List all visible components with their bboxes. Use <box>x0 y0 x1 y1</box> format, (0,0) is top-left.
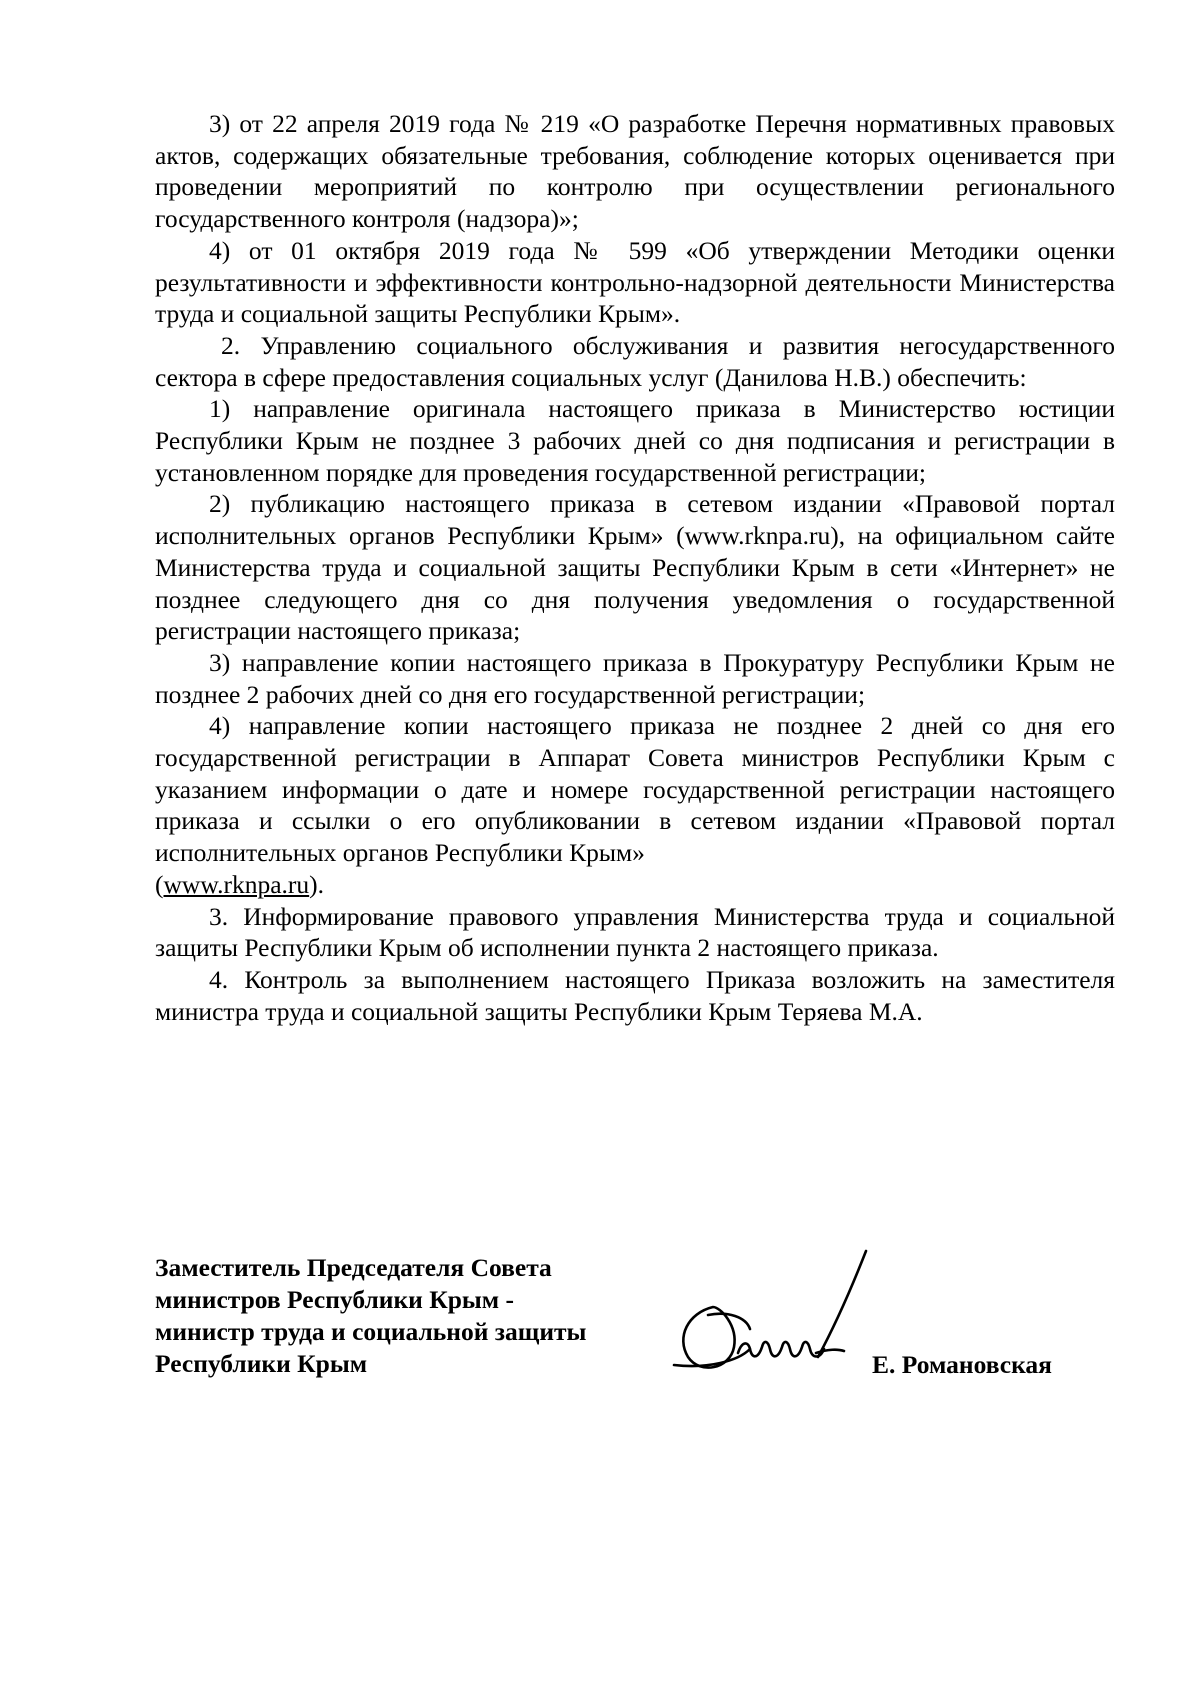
paragraph-2-1: 1) направление оригинала настоящего приказа в Министерство юстиции Республики Крым не позднее 3 рабочих дней со дня подписания и регистрации в установленном порядке для проведения государственной регистрации; <box>155 394 1115 487</box>
paragraph-2-4-text: 4) направление копии настоящего приказа не позднее 2 дней со дня его государственной регистрации в Аппарат Совета министров Республики Крым с указанием информации о дате и номере государственной регистрации настоящего приказа и ссылки о его опубликовании в сетевом издании «Правовой портал исполнительных органов Республики Крым» <box>155 711 1115 868</box>
document-body <box>155 108 1115 1027</box>
paragraph-2-3: 3) направление копии настоящего приказа в Прокуратуру Республики Крым не позднее 2 рабочих дней со дня его государственной регистрации; <box>155 647 1115 709</box>
signature-title-line: министров Республики Крым - <box>155 1285 515 1314</box>
signer-name: Е. Романовская <box>872 1350 1052 1379</box>
handwritten-signature <box>668 1245 878 1395</box>
link-open-paren: ( <box>155 869 164 899</box>
signature-title-line: Заместитель Председателя Совета <box>155 1253 552 1282</box>
paragraph-section-2: 2. Управлению социального обслуживания и развития негосударственного сектора в сфере предоставления социальных услуг (Данилова Н.В.) обеспечить: <box>155 330 1115 392</box>
signature-title-line: министр труда и социальной защиты <box>155 1317 587 1346</box>
signature-title-block <box>155 1252 655 1380</box>
paragraph-item-3-order-219: 3) от 22 апреля 2019 года № 219 «О разработке Перечня нормативных правовых актов, содержащих обязательные требования, соблюдение которых оценивается при проведении мероприятий по контролю при осуществлении регионального государственного контроля (надзора)»; <box>155 109 1115 234</box>
paragraph-item-4-order-599: 4) от 01 октября 2019 года № 599 «Об утверждении Методики оценки результативности и эффективности контрольно-надзорной деятельности Министерства труда и социальной защиты Республики Крым». <box>155 235 1115 329</box>
paragraph-section-3: 3. Информирование правового управления Министерства труда и социальной защиты Республики Крым об исполнении пункта 2 настоящего приказа. <box>155 901 1115 963</box>
signature-title-line: Республики Крым <box>155 1349 368 1378</box>
link-close-paren: ). <box>309 869 325 899</box>
paragraph-2-2: 2) публикацию настоящего приказа в сетевом издании «Правовой портал исполнительных органов Республики Крым» (www.rknpa.ru), на официальном сайте Министерства труда и социальной защиты Республики Крым в сети «Интернет» не позднее следующего дня со дня получения уведомления о государственной регистрации настоящего приказа; <box>155 489 1115 646</box>
paragraph-2-4 <box>155 710 1115 900</box>
rknpa-link[interactable]: www.rknpa.ru <box>163 869 310 899</box>
paragraph-section-4: 4. Контроль за выполнением настоящего Приказа возложить на заместителя министра труда и социальной защиты Республики Крым Теряева М.А. <box>155 964 1115 1026</box>
